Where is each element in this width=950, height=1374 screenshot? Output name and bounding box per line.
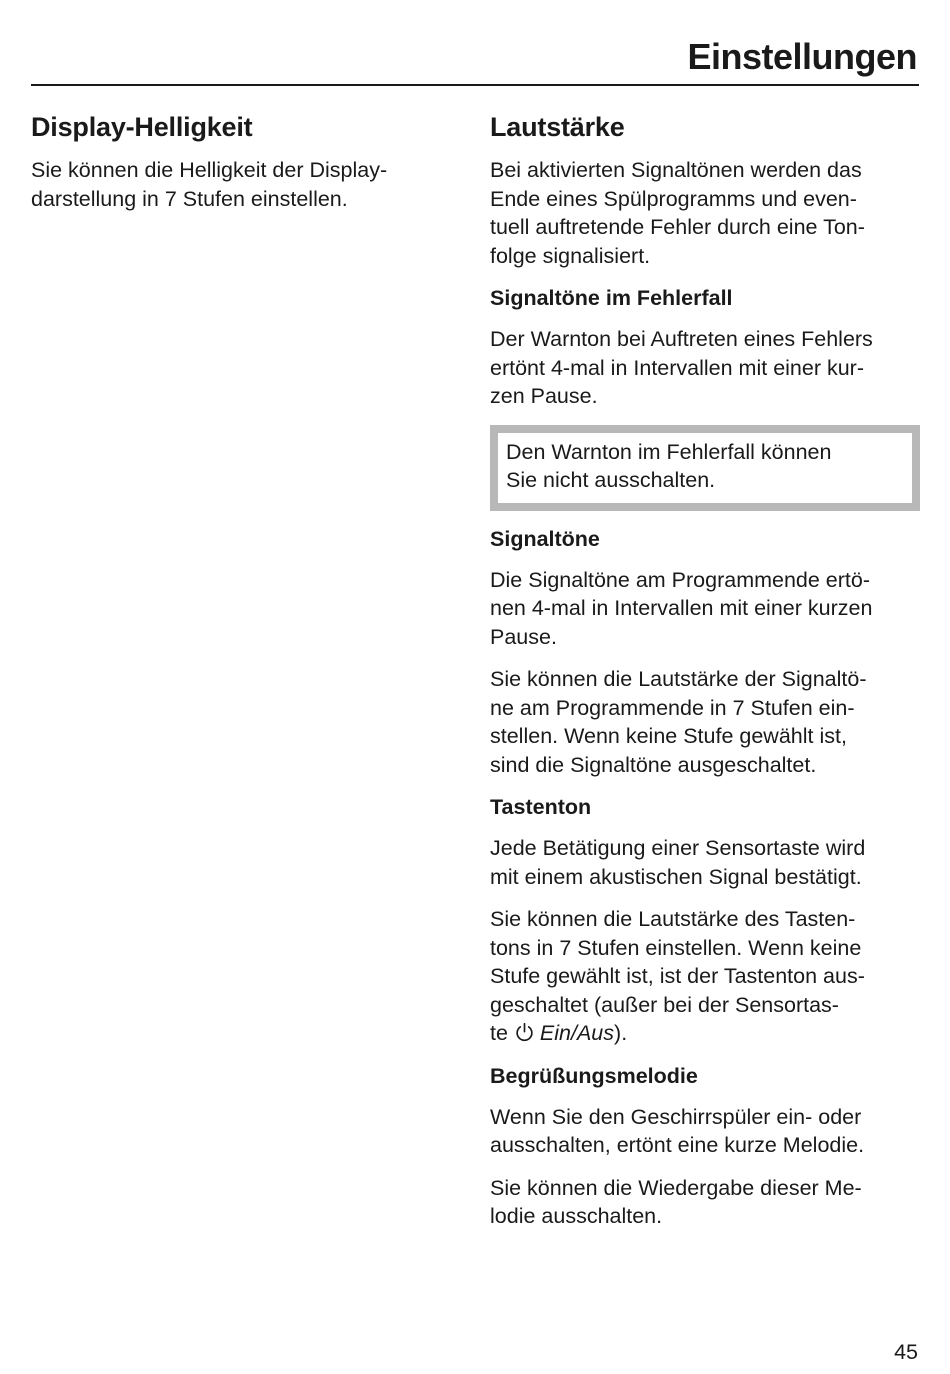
text-line: ertönt 4-mal in Intervallen mit einer kur- — [490, 355, 865, 380]
volume-intro-text — [490, 156, 920, 270]
text-line: Sie können die Wiedergabe dieser Me- — [490, 1175, 862, 1200]
page-number: 45 — [894, 1340, 918, 1364]
text-line: mit einem akustischen Signal bestätigt. — [490, 864, 862, 889]
signal-tones-heading: Signaltöne — [490, 526, 600, 551]
text-line: darstellung in 7 Stufen einstellen. — [31, 186, 348, 211]
text-line: ne am Programmende in 7 Stufen ein- — [490, 695, 855, 720]
text-line: nen 4-mal in Intervallen mit einer kurzen — [490, 596, 873, 620]
text-line: ausschalten, ertönt eine kurze Melodie. — [490, 1133, 865, 1157]
page-title: Einstellungen — [687, 36, 917, 77]
text-line-suffix: ). — [614, 1021, 628, 1045]
key-tone-heading: Tastenton — [490, 795, 592, 819]
error-signals-heading: Signaltöne im Fehlerfall — [490, 286, 733, 310]
welcome-melody-text-2 — [490, 1174, 920, 1231]
text-line: Sie können die Helligkeit der Display- — [31, 158, 388, 182]
text-line: tuell auftretende Fehler durch eine Ton- — [490, 215, 865, 239]
volume-heading: Lautstärke — [490, 112, 625, 142]
text-line: Bei aktivierten Signaltönen werden das — [490, 158, 862, 182]
display-brightness-text — [31, 156, 441, 213]
note-box — [490, 425, 920, 511]
header-divider — [31, 84, 919, 86]
text-line: lodie ausschalten. — [490, 1204, 663, 1228]
text-line: geschaltet (außer bei der Sensortas- — [490, 992, 839, 1017]
text-line: zen Pause. — [490, 384, 598, 408]
note-line: Den Warnton im Fehlerfall können — [506, 439, 832, 464]
key-tone-text-2 — [490, 905, 920, 1048]
text-line: Ende eines Spülprogramms und even- — [490, 186, 857, 211]
welcome-melody-text-1 — [490, 1103, 920, 1160]
text-line: Sie können die Lautstärke der Signaltö- — [490, 667, 867, 691]
text-line: Pause. — [490, 624, 557, 649]
display-brightness-heading: Display-Helligkeit — [31, 112, 253, 142]
on-off-label: Ein/Aus — [539, 1021, 615, 1045]
text-line-prefix: te — [490, 1021, 508, 1045]
text-line: tons in 7 Stufen einstellen. Wenn keine — [490, 935, 862, 960]
text-line: folge signalisiert. — [490, 243, 651, 268]
text-line: sind die Signaltöne ausgeschaltet. — [490, 752, 817, 777]
signal-tones-text-2 — [490, 665, 920, 779]
text-line: stellen. Wenn keine Stufe gewählt ist, — [490, 724, 847, 748]
text-line: Sie können die Lautstärke des Tasten- — [490, 907, 856, 931]
text-line: Der Warnton bei Auftreten eines Fehlers — [490, 327, 873, 351]
welcome-melody-heading: Begrüßungsmelodie — [490, 1063, 698, 1088]
text-line: Jede Betätigung einer Sensortaste wird — [490, 836, 866, 860]
text-line: Wenn Sie den Geschirrspüler ein- oder — [490, 1104, 862, 1129]
signal-tones-text-1 — [490, 566, 920, 652]
key-tone-text-1 — [490, 834, 920, 891]
text-line: Die Signaltöne am Programmende ertö- — [490, 567, 871, 592]
display-brightness-section — [31, 110, 441, 227]
note-line: Sie nicht ausschalten. — [506, 468, 716, 492]
volume-section — [490, 110, 920, 1245]
error-signals-text — [490, 325, 920, 411]
power-icon — [514, 1022, 535, 1043]
text-line: Stufe gewählt ist, ist der Tastenton aus- — [490, 964, 865, 988]
